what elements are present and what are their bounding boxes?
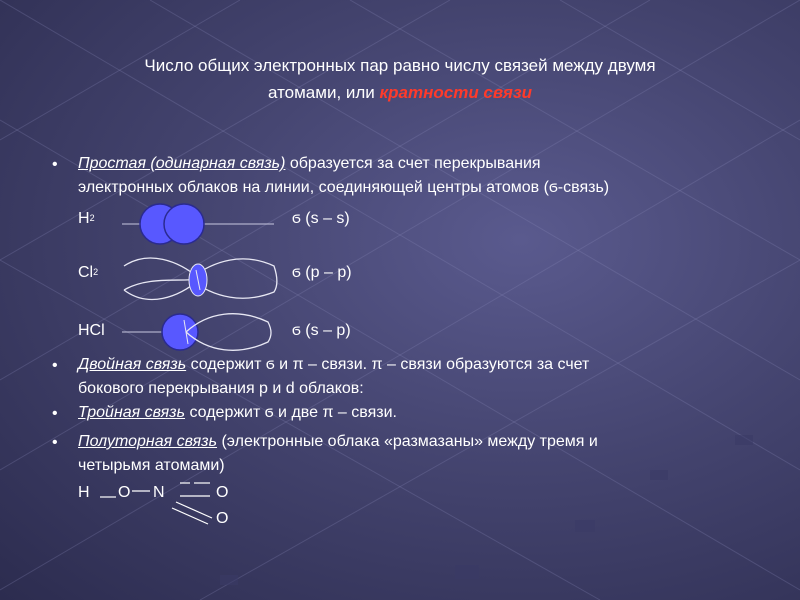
formula-cl2-index: 2 (93, 267, 99, 277)
formula-cl2 (78, 264, 98, 282)
atom-o-3: O (216, 510, 229, 527)
bullet-2-line-1 (78, 353, 589, 377)
atom-o-2: O (216, 484, 229, 501)
bullet-4-line-1 (78, 430, 598, 454)
bond-type-h2: ϭ (s – s) (292, 210, 350, 227)
formula-cl2-symbol: Cl (78, 264, 94, 281)
bullet-3-term: Тройная связь (78, 404, 186, 421)
formula-h2-index: 2 (89, 213, 95, 223)
bullet-4-text: (электронные облака «размазаны» между тремя и (217, 433, 598, 450)
bullet-1-term: Простая (одинарная связь) (78, 155, 286, 172)
bullet-1-line-2: электронных облаков на линии, соединяющей центры атомов (ϭ-связь) (78, 179, 610, 196)
title-highlight: кратности связи (379, 83, 532, 102)
slide-title (40, 52, 760, 106)
bullet-3-text: содержит ϭ и две π – связи. (185, 404, 397, 421)
title-line-1: Число общих электронных пар равно числу связей между двумя (144, 56, 656, 75)
bullet-1-text: образуется за счет перекрывания (285, 155, 541, 172)
bullet-2-line-2: бокового перекрывания p и d облаков: (78, 380, 364, 397)
formula-hcl-symbol: HCl (78, 322, 105, 339)
atom-n: N (153, 484, 165, 501)
bullet-4-term: Полуторная связь (78, 433, 218, 450)
s-s-overlap-diagram (118, 198, 278, 252)
bullet-dot: • (52, 156, 58, 173)
bullet-dot: • (52, 434, 58, 451)
bullet-1-line-1 (78, 152, 541, 176)
s-p-overlap-diagram (118, 310, 278, 354)
formula-h2 (78, 210, 95, 228)
title-line-2 (40, 79, 760, 106)
formula-hcl (78, 322, 105, 340)
p-p-overlap-diagram (118, 256, 278, 302)
title-line-2-prefix: атомами, или (267, 83, 380, 102)
bullet-dot: • (52, 405, 58, 422)
atom-o-1: O (118, 484, 131, 501)
bullet-dot: • (52, 357, 58, 374)
atom-h: H (78, 484, 90, 501)
bullet-2-term: Двойная связь (78, 356, 187, 373)
bond-type-hcl: ϭ (s – p) (292, 322, 351, 339)
bullet-4-line-2: четырьмя атомами) (78, 457, 225, 474)
bond-type-cl2: ϭ (p – p) (292, 264, 352, 281)
formula-h2-symbol: H (78, 210, 90, 227)
bullet-3-line-1 (78, 401, 397, 425)
bullet-2-text: содержит ϭ и π – связи. π – связи образуются за счет (186, 356, 590, 373)
